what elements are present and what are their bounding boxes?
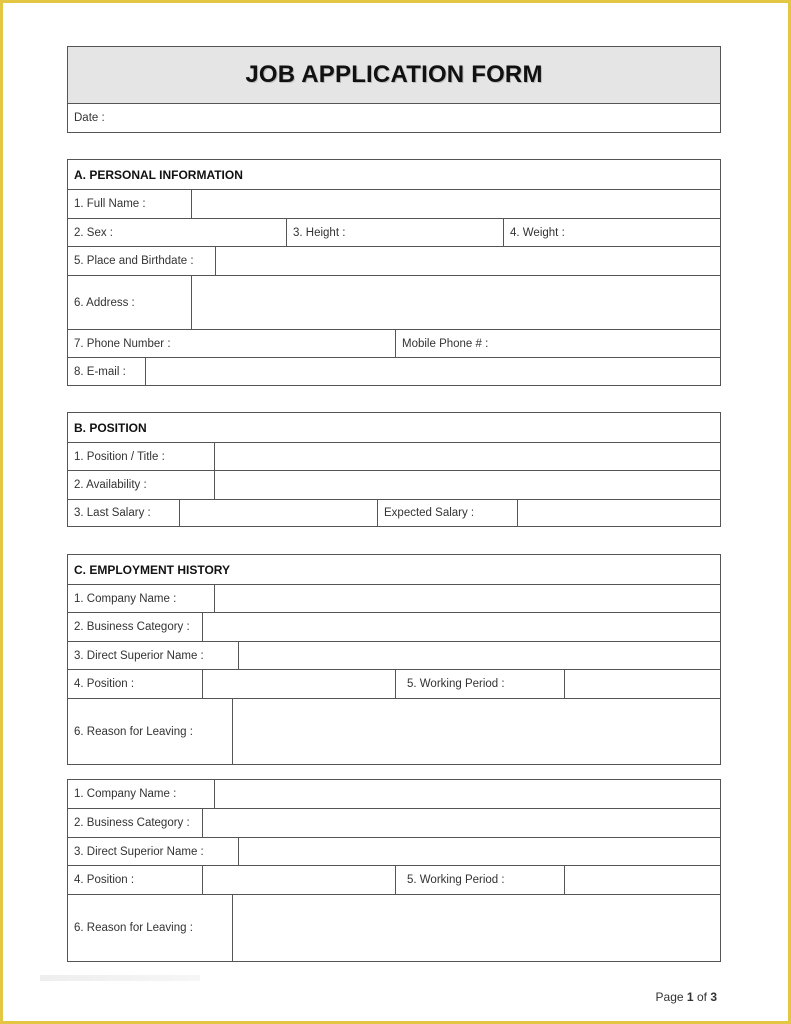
- job-position-field[interactable]: [202, 866, 395, 894]
- last-salary-field[interactable]: [179, 500, 377, 526]
- working-period-label: 5. Working Period :: [395, 866, 564, 894]
- position-title-field[interactable]: [214, 443, 720, 470]
- email-row: [68, 357, 720, 385]
- place-birthdate-label: 5. Place and Birthdate :: [74, 255, 194, 267]
- reason-leaving-field[interactable]: [232, 699, 720, 764]
- position-title-row: [68, 442, 720, 470]
- personal-header: A. PERSONAL INFORMATION: [74, 167, 243, 182]
- position-section: [67, 412, 721, 527]
- address-label: 6. Address :: [74, 296, 135, 309]
- last-salary-label: 3. Last Salary :: [74, 507, 151, 519]
- business-category-row: [68, 808, 720, 837]
- birthdate-row: [68, 246, 720, 275]
- address-row: [68, 275, 720, 329]
- superior-name-label: 3. Direct Superior Name :: [74, 845, 204, 858]
- email-label: 8. E-mail :: [74, 365, 126, 378]
- availability-label: 2. Availability :: [74, 479, 147, 491]
- full-name-row: [68, 189, 720, 218]
- place-birthdate-field[interactable]: [215, 247, 720, 275]
- company-name-row: [68, 780, 720, 808]
- page-of: of: [696, 990, 707, 1004]
- working-period-label: 5. Working Period :: [395, 670, 564, 698]
- title-section: [67, 46, 721, 133]
- expected-salary-field[interactable]: [517, 500, 720, 526]
- mobile-phone-label: Mobile Phone # :: [395, 330, 720, 357]
- business-category-field[interactable]: [202, 613, 720, 641]
- company-name-label: 1. Company Name :: [74, 788, 177, 800]
- business-category-label: 2. Business Category :: [74, 817, 190, 829]
- superior-name-field[interactable]: [238, 838, 720, 865]
- availability-row: [68, 470, 720, 499]
- email-field[interactable]: [145, 358, 720, 385]
- weight-label: 4. Weight :: [503, 219, 720, 246]
- superior-name-row: [68, 641, 720, 669]
- superior-name-field[interactable]: [238, 642, 720, 669]
- page-number: [656, 990, 717, 1004]
- employment-section: [67, 554, 721, 765]
- availability-field[interactable]: [214, 471, 720, 499]
- reason-leaving-field[interactable]: [232, 895, 720, 961]
- company-name-label: 1. Company Name :: [74, 592, 177, 605]
- page-total: 3: [710, 990, 717, 1004]
- phone-label: 7. Phone Number :: [74, 337, 171, 350]
- position-period-row: [68, 865, 720, 894]
- personal-info-section: [67, 159, 721, 386]
- working-period-field[interactable]: [564, 866, 720, 894]
- reason-leaving-row: [68, 894, 720, 961]
- job-position-label: 4. Position :: [74, 874, 135, 886]
- sex-height-weight-row: [68, 218, 720, 246]
- date-label: Date :: [74, 111, 105, 124]
- company-name-row: [68, 584, 720, 612]
- height-label: 3. Height :: [286, 219, 503, 246]
- superior-name-row: [68, 837, 720, 865]
- employment-entry-2: [67, 779, 721, 962]
- date-row: [68, 103, 720, 132]
- page-word: Page: [655, 990, 684, 1004]
- employment-header: C. EMPLOYMENT HISTORY: [74, 562, 231, 577]
- reason-leaving-row: [68, 698, 720, 764]
- sex-label: 2. Sex :: [74, 226, 113, 239]
- position-title-label: 1. Position / Title :: [74, 450, 165, 463]
- form-title: JOB APPLICATION FORM: [245, 61, 543, 88]
- salary-row: [68, 499, 720, 526]
- business-category-field[interactable]: [202, 809, 720, 837]
- position-header-row: [68, 413, 720, 442]
- employment-header-row: [68, 555, 720, 584]
- address-field[interactable]: [191, 276, 720, 329]
- date-field[interactable]: [268, 103, 720, 132]
- personal-header-row: [68, 160, 720, 189]
- company-name-field[interactable]: [214, 585, 720, 612]
- job-position-label: 4. Position :: [74, 678, 135, 690]
- page-current: 1: [686, 990, 694, 1004]
- superior-name-label: 3. Direct Superior Name :: [74, 649, 204, 662]
- position-period-row: [68, 669, 720, 698]
- business-category-label: 2. Business Category :: [74, 621, 190, 633]
- working-period-field[interactable]: [564, 670, 720, 698]
- job-position-field[interactable]: [202, 670, 395, 698]
- business-category-row: [68, 612, 720, 641]
- reason-leaving-label: 6. Reason for Leaving :: [74, 725, 193, 738]
- company-name-field[interactable]: [214, 780, 720, 808]
- faint-watermark: [40, 975, 200, 981]
- full-name-label: 1. Full Name :: [74, 198, 146, 210]
- phone-row: [68, 329, 720, 357]
- full-name-field[interactable]: [191, 190, 720, 218]
- expected-salary-label: Expected Salary :: [377, 500, 517, 526]
- title-bar: [68, 47, 720, 104]
- position-header: B. POSITION: [74, 420, 147, 435]
- reason-leaving-label: 6. Reason for Leaving :: [74, 922, 193, 934]
